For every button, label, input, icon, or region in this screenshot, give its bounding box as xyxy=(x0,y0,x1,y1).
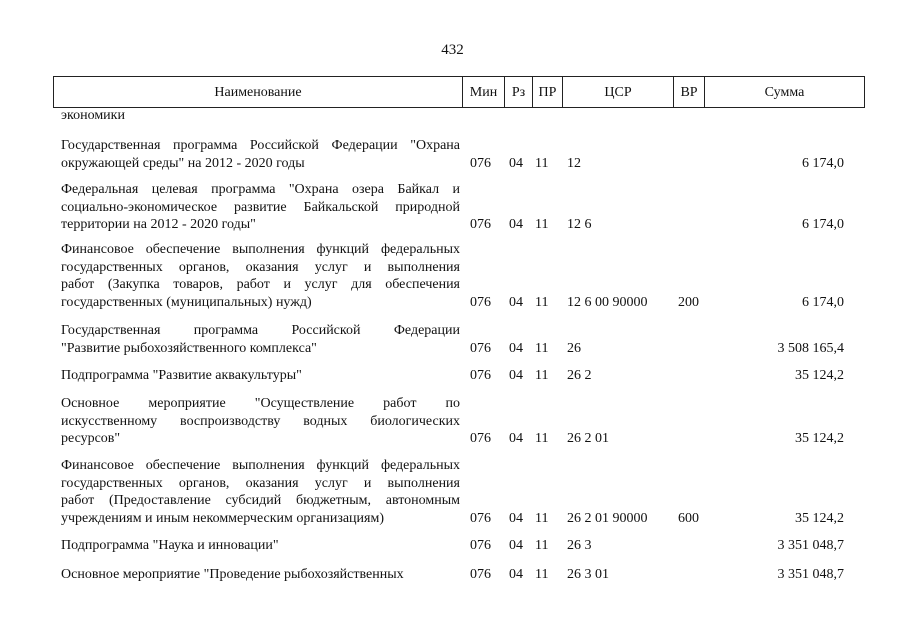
row-name xyxy=(61,537,460,555)
row-name-line: Государственная программа Российской Федерации xyxy=(61,323,460,338)
header-csr: ЦСР xyxy=(562,76,673,108)
row-vr: 200 xyxy=(678,294,699,310)
row-name-line: ресурсов" xyxy=(61,431,121,446)
row-min: 076 xyxy=(470,217,491,232)
row-min: 076 xyxy=(470,155,491,171)
row-name xyxy=(61,566,460,584)
row-name xyxy=(61,457,460,527)
row-min: 076 xyxy=(470,431,491,446)
row-pr: 11 xyxy=(535,368,549,383)
row-name-line: государственных (муниципальных) нужд) xyxy=(61,294,312,310)
row-pr: 11 xyxy=(535,567,549,582)
row-min: 076 xyxy=(470,510,491,526)
row-rz: 04 xyxy=(509,431,523,446)
row-csr: 26 xyxy=(567,340,581,356)
row-name-line: Подпрограмма "Развитие аквакультуры" xyxy=(61,368,302,383)
row-rz: 04 xyxy=(509,294,523,310)
header-min: Мин xyxy=(462,76,504,108)
row-name xyxy=(61,395,460,448)
row-rz: 04 xyxy=(509,567,523,582)
row-name-line: Финансовое обеспечение выполнения функций федеральных xyxy=(61,458,460,473)
row-csr: 26 2 xyxy=(567,368,592,383)
carryover-text: экономики xyxy=(61,108,125,123)
page-number: 432 xyxy=(441,42,464,58)
row-name-line: "Развитие рыбохозяйственного комплекса" xyxy=(61,340,317,356)
row-name-line: Подпрограмма "Наука и инновации" xyxy=(61,538,279,553)
row-name xyxy=(61,137,460,172)
row-csr: 12 6 xyxy=(567,217,592,232)
row-name-line: Федеральная целевая программа "Охрана озера Байкал и xyxy=(61,182,460,197)
row-rz: 04 xyxy=(509,155,523,171)
row-name-line: Финансовое обеспечение выполнения функций федеральных xyxy=(61,242,460,257)
row-name xyxy=(61,181,460,234)
row-min: 076 xyxy=(470,294,491,310)
row-pr: 11 xyxy=(535,340,549,356)
row-name-line: учреждениям и иным некоммерческим организациям) xyxy=(61,510,385,526)
row-min: 076 xyxy=(470,538,491,553)
row-csr: 26 2 01 90000 xyxy=(567,510,648,526)
row-rz: 04 xyxy=(509,538,523,553)
row-name-line: окружающей среды" на 2012 - 2020 годы xyxy=(61,155,305,171)
row-name-line: территории на 2012 - 2020 годы" xyxy=(61,217,256,232)
row-name-line: работ (Закупка товаров, работ и услуг для обеспечения xyxy=(61,277,460,292)
row-csr: 12 6 00 90000 xyxy=(567,294,648,310)
row-sum: 3 351 048,7 xyxy=(777,538,844,553)
row-name xyxy=(61,241,460,311)
header-name: Наименование xyxy=(53,76,462,108)
row-rz: 04 xyxy=(509,510,523,526)
row-name-line: государственных органов, оказания услуг и выполнения xyxy=(61,475,460,491)
row-vr: 600 xyxy=(678,510,699,526)
header-vr: ВР xyxy=(673,76,704,108)
row-sum: 35 124,2 xyxy=(795,510,844,526)
row-csr: 26 3 xyxy=(567,538,592,553)
row-name-line: работ (Предоставление субсидий бюджетным, автономным xyxy=(61,493,460,508)
row-csr: 12 xyxy=(567,155,581,171)
row-min: 076 xyxy=(470,340,491,356)
row-name xyxy=(61,322,460,357)
row-rz: 04 xyxy=(509,368,523,383)
row-name-line: Основное мероприятие "Осуществление работ по xyxy=(61,396,460,411)
row-sum: 6 174,0 xyxy=(802,294,844,310)
row-name-line: Государственная программа Российской Федерации "Охрана xyxy=(61,138,460,153)
row-csr: 26 2 01 xyxy=(567,431,609,446)
row-sum: 3 508 165,4 xyxy=(777,340,844,356)
row-csr: 26 3 01 xyxy=(567,567,609,582)
header-sum: Сумма xyxy=(704,76,865,108)
row-sum: 35 124,2 xyxy=(795,368,844,383)
row-rz: 04 xyxy=(509,217,523,232)
row-sum: 6 174,0 xyxy=(802,217,844,232)
header-rz: Рз xyxy=(504,76,532,108)
row-pr: 11 xyxy=(535,155,549,171)
row-pr: 11 xyxy=(535,294,549,310)
row-min: 076 xyxy=(470,567,491,582)
row-min: 076 xyxy=(470,368,491,383)
row-pr: 11 xyxy=(535,510,549,526)
header-pr: ПР xyxy=(532,76,562,108)
row-sum: 35 124,2 xyxy=(795,431,844,446)
row-name-line: государственных органов, оказания услуг и выполнения xyxy=(61,259,460,275)
row-pr: 11 xyxy=(535,217,549,232)
row-name xyxy=(61,367,460,385)
row-pr: 11 xyxy=(535,431,549,446)
row-rz: 04 xyxy=(509,340,523,356)
table-header xyxy=(53,76,865,108)
row-name-line: социально-экономическое развитие Байкальской природной xyxy=(61,199,460,215)
row-sum: 3 351 048,7 xyxy=(777,567,844,582)
row-name-line: искусственному воспроизводству водных биологических xyxy=(61,413,460,429)
row-sum: 6 174,0 xyxy=(802,155,844,171)
row-pr: 11 xyxy=(535,538,549,553)
row-name-line: Основное мероприятие "Проведение рыбохозяйственных xyxy=(61,567,404,582)
